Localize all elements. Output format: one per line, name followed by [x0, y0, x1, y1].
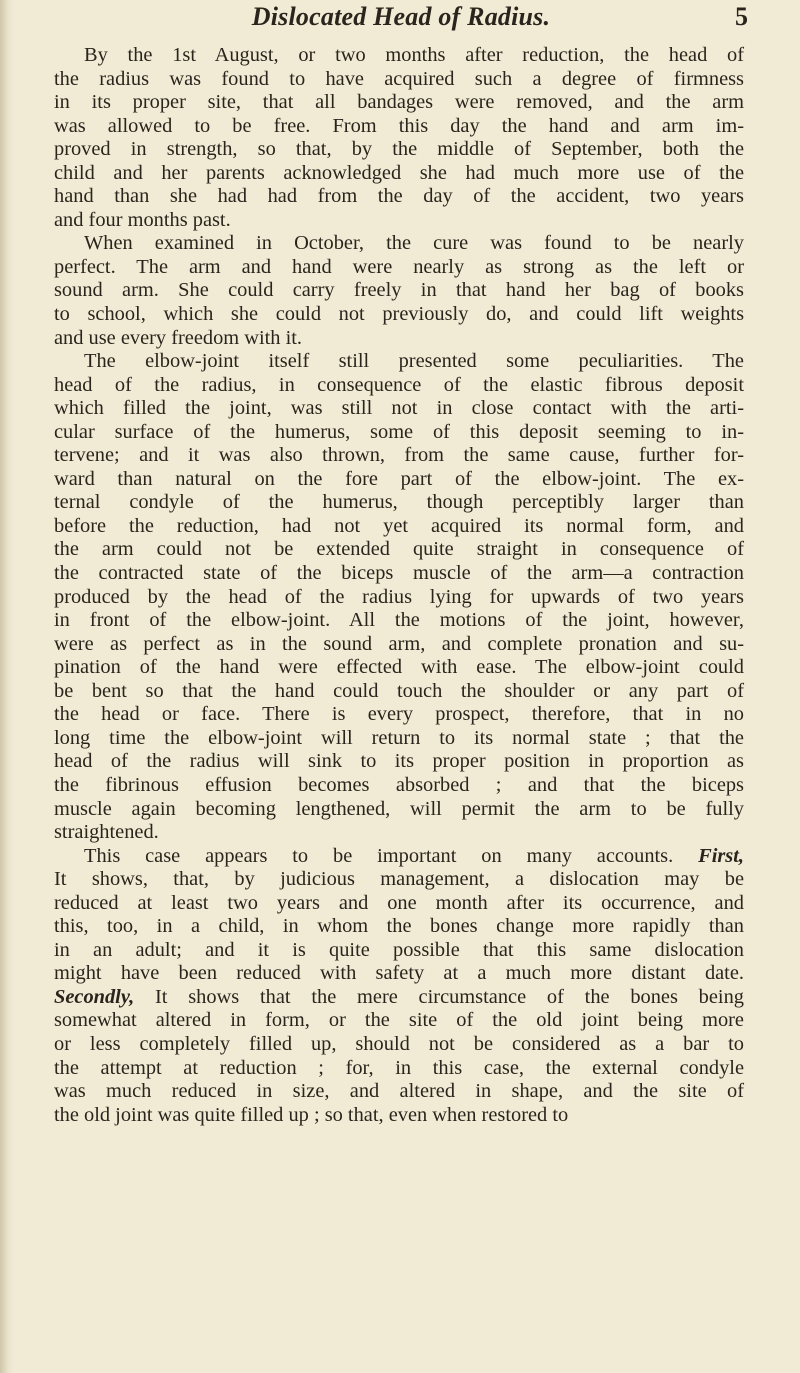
paragraph	[54, 845, 744, 1128]
text-line: cular surface of the humerus, some of this deposit seeming to in-	[54, 420, 744, 443]
text-line: perfect. The arm and hand were nearly as strong as the left or	[54, 255, 744, 278]
text-line: in front of the elbow-joint. All the motions of the joint, however,	[54, 609, 744, 632]
page-number: 5	[735, 2, 748, 31]
text-line: and use every freedom with it.	[54, 326, 303, 349]
text-line: straightened.	[54, 821, 159, 844]
running-title: Dislocated Head of Radius.	[251, 2, 551, 31]
text-line: which filled the joint, was still not in close contact with the arti-	[54, 397, 744, 420]
text-line: the radius was found to have acquired such a degree of firmness	[54, 67, 744, 90]
text-line: the old joint was quite filled up ; so that, even when restored to	[54, 1103, 569, 1126]
text-line: child and her parents acknowledged she had much more use of the	[54, 161, 744, 184]
text-line: reduced at least two years and one month after its occurrence, and	[54, 891, 744, 914]
text-line: and four months past.	[54, 208, 231, 231]
text-line: might have been reduced with safety at a much more distant date.	[54, 962, 744, 985]
text-line: or less completely filled up, should not be considered as a bar to	[54, 1032, 744, 1055]
text-line: in its proper site, that all bandages were removed, and the arm	[54, 91, 744, 114]
text-line: This case appears to be important on many accounts. First,	[84, 844, 744, 867]
page-binding-edge	[0, 0, 14, 1373]
body-text	[54, 44, 744, 1127]
text-line: ternal condyle of the humerus, though perceptibly larger than	[54, 491, 744, 514]
text-line: By the 1st August, or two months after reduction, the head of	[84, 44, 744, 66]
text-line: this, too, in a child, in whom the bones change more rapidly than	[54, 915, 744, 938]
text-line: head of the radius will sink to its proper position in proportion as	[54, 750, 744, 773]
text-line: The elbow-joint itself still presented some peculiarities. The	[84, 350, 744, 373]
paragraph	[54, 232, 744, 350]
text-line: to school, which she could not previously do, and could lift weights	[54, 303, 744, 326]
text-line: ward than natural on the fore part of the elbow-joint. The ex-	[54, 467, 744, 490]
text-line: somewhat altered in form, or the site of the old joint being more	[54, 1009, 744, 1032]
text-line: sound arm. She could carry freely in that hand her bag of books	[54, 279, 744, 302]
text-line: before the reduction, had not yet acquired its normal form, and	[54, 514, 744, 537]
text-line: head of the radius, in consequence of the elastic fibrous deposit	[54, 373, 744, 396]
running-head	[54, 2, 748, 38]
text-line: pination of the hand were effected with ease. The elbow-joint could	[54, 656, 744, 679]
text-line: Secondly, It shows that the mere circumstance of the bones being	[54, 985, 744, 1008]
text-line: tervene; and it was also thrown, from the same cause, further for-	[54, 444, 744, 467]
text-line: proved in strength, so that, by the middle of September, both the	[54, 138, 744, 161]
text-line: the contracted state of the biceps muscle of the arm—a contraction	[54, 562, 744, 585]
text-line: muscle again becoming lengthened, will permit the arm to be fully	[54, 797, 744, 820]
paragraph	[54, 350, 744, 844]
text-line: were as perfect as in the sound arm, and complete pronation and su-	[54, 632, 744, 655]
text-line: When examined in October, the cure was found to be nearly	[84, 232, 744, 255]
text-line: the arm could not be extended quite straight in consequence of	[54, 538, 744, 561]
text-line: the fibrinous effusion becomes absorbed ; and that the biceps	[54, 773, 744, 796]
text-line: the attempt at reduction ; for, in this case, the external condyle	[54, 1056, 744, 1079]
text-line: produced by the head of the radius lying for upwards of two years	[54, 585, 744, 608]
paragraph	[54, 44, 744, 232]
text-line: long time the elbow-joint will return to its normal state ; that the	[54, 726, 744, 749]
text-line: was much reduced in size, and altered in shape, and the site of	[54, 1080, 744, 1103]
text-line: the head or face. There is every prospect, therefore, that in no	[54, 703, 744, 726]
text-line: be bent so that the hand could touch the shoulder or any part of	[54, 679, 744, 702]
text-line: hand than she had had from the day of the accident, two years	[54, 185, 744, 208]
text-line: was allowed to be free. From this day the hand and arm im-	[54, 114, 744, 137]
text-line: in an adult; and it is quite possible that this same dislocation	[54, 938, 744, 961]
text-line: It shows, that, by judicious management, a dislocation may be	[54, 868, 744, 891]
